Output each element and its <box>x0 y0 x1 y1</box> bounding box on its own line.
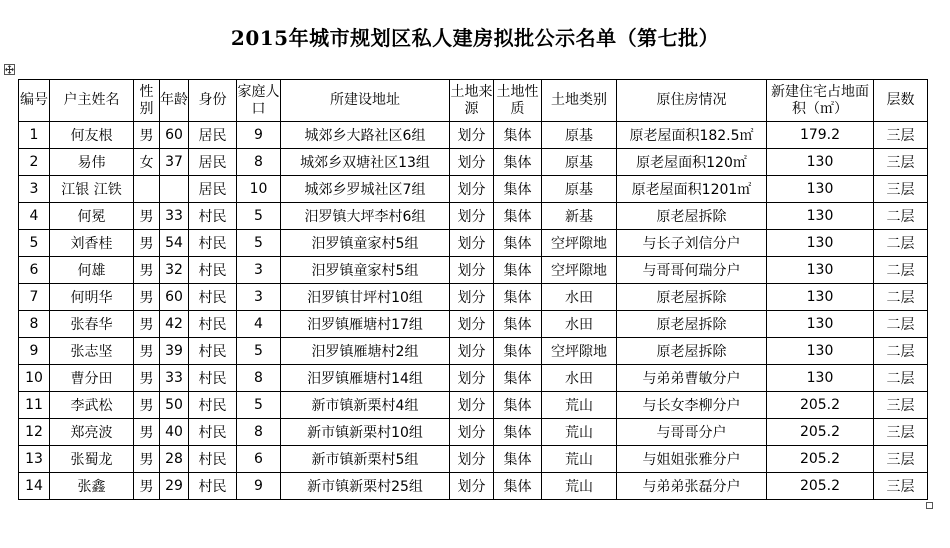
table-cell: 划分 <box>450 311 494 338</box>
table-cell: 三层 <box>874 473 928 500</box>
table-cell: 村民 <box>189 284 237 311</box>
table-cell: 村民 <box>189 230 237 257</box>
table-cell: 男 <box>134 365 160 392</box>
column-header: 土地类别 <box>542 80 617 122</box>
table-cell: 何冕 <box>50 203 134 230</box>
table-cell: 划分 <box>450 122 494 149</box>
table-cell: 划分 <box>450 284 494 311</box>
table-cell: 集体 <box>494 176 542 203</box>
table-cell: 男 <box>134 473 160 500</box>
table-cell: 二层 <box>874 284 928 311</box>
table-cell: 130 <box>767 311 874 338</box>
table-cell: 5 <box>237 203 281 230</box>
column-header: 编号 <box>19 80 50 122</box>
table-cell: 二层 <box>874 365 928 392</box>
table-cell: 集体 <box>494 122 542 149</box>
table-cell: 130 <box>767 284 874 311</box>
column-header: 所建设地址 <box>281 80 450 122</box>
table-cell: 原老屋拆除 <box>617 203 767 230</box>
table-cell: 原老屋拆除 <box>617 338 767 365</box>
table-cell: 新市镇新栗村10组 <box>281 419 450 446</box>
table-cell: 城郊乡大路社区6组 <box>281 122 450 149</box>
table-row <box>19 257 928 284</box>
table-cell: 14 <box>19 473 50 500</box>
table-row <box>19 284 928 311</box>
table-cell: 9 <box>19 338 50 365</box>
column-header: 年龄 <box>160 80 189 122</box>
table-cell: 划分 <box>450 149 494 176</box>
table-cell: 居民 <box>189 176 237 203</box>
table-cell: 汨罗镇甘坪村10组 <box>281 284 450 311</box>
table-cell: 张志坚 <box>50 338 134 365</box>
table-cell: 9 <box>237 122 281 149</box>
table-cell: 4 <box>19 203 50 230</box>
table-row <box>19 203 928 230</box>
table-cell: 10 <box>237 176 281 203</box>
column-header: 层数 <box>874 80 928 122</box>
table-cell: 江银 江铁 <box>50 176 134 203</box>
table-cell: 划分 <box>450 365 494 392</box>
table-cell: 原老屋拆除 <box>617 311 767 338</box>
table-cell: 与哥哥何瑞分户 <box>617 257 767 284</box>
table-cell: 集体 <box>494 203 542 230</box>
table-cell: 水田 <box>542 311 617 338</box>
table-cell: 划分 <box>450 257 494 284</box>
table-cell: 汨罗镇童家村5组 <box>281 230 450 257</box>
table-cell: 3 <box>19 176 50 203</box>
table-resize-handle-icon[interactable] <box>926 502 933 509</box>
table-cell: 新市镇新栗村4组 <box>281 392 450 419</box>
table-cell: 男 <box>134 446 160 473</box>
table-cell: 张春华 <box>50 311 134 338</box>
table-cell: 男 <box>134 311 160 338</box>
table-cell: 集体 <box>494 311 542 338</box>
table-cell: 2 <box>19 149 50 176</box>
table-cell: 何雄 <box>50 257 134 284</box>
table-cell: 村民 <box>189 446 237 473</box>
table-cell: 原基 <box>542 122 617 149</box>
table-cell: 居民 <box>189 149 237 176</box>
table-cell: 刘香桂 <box>50 230 134 257</box>
table-cell: 130 <box>767 338 874 365</box>
table-cell: 划分 <box>450 203 494 230</box>
table-cell: 集体 <box>494 419 542 446</box>
approval-table <box>18 79 928 500</box>
table-cell: 三层 <box>874 419 928 446</box>
table-cell: 划分 <box>450 446 494 473</box>
table-cell: 205.2 <box>767 392 874 419</box>
table-cell: 54 <box>160 230 189 257</box>
table-cell: 3 <box>237 257 281 284</box>
table-cell: 城郊乡罗城社区7组 <box>281 176 450 203</box>
column-header: 家庭人口 <box>237 80 281 122</box>
table-cell: 42 <box>160 311 189 338</box>
table-cell: 二层 <box>874 311 928 338</box>
table-cell: 6 <box>237 446 281 473</box>
table-cell: 12 <box>19 419 50 446</box>
table-cell: 空坪隙地 <box>542 230 617 257</box>
table-cell: 划分 <box>450 176 494 203</box>
table-move-handle-icon[interactable] <box>4 64 15 75</box>
table-cell: 张鑫 <box>50 473 134 500</box>
table-cell: 划分 <box>450 473 494 500</box>
table-cell: 男 <box>134 257 160 284</box>
table-cell: 205.2 <box>767 473 874 500</box>
table-cell: 与长子刘信分户 <box>617 230 767 257</box>
table-cell: 三层 <box>874 392 928 419</box>
table-row <box>19 365 928 392</box>
table-cell: 130 <box>767 230 874 257</box>
table-cell: 水田 <box>542 284 617 311</box>
table-cell: 荒山 <box>542 473 617 500</box>
table-cell: 原基 <box>542 149 617 176</box>
table-cell: 与姐姐张雅分户 <box>617 446 767 473</box>
table-cell: 179.2 <box>767 122 874 149</box>
table-cell: 60 <box>160 284 189 311</box>
table-cell: 李武松 <box>50 392 134 419</box>
table-cell: 10 <box>19 365 50 392</box>
table-header-row <box>19 80 928 122</box>
table-row <box>19 392 928 419</box>
table-row <box>19 122 928 149</box>
column-header: 户主姓名 <box>50 80 134 122</box>
table-cell: 集体 <box>494 473 542 500</box>
table-cell: 8 <box>237 419 281 446</box>
table-cell: 与弟弟曹敏分户 <box>617 365 767 392</box>
table-cell: 何明华 <box>50 284 134 311</box>
table-cell: 130 <box>767 365 874 392</box>
table-cell: 集体 <box>494 257 542 284</box>
table-cell: 男 <box>134 338 160 365</box>
table-cell: 居民 <box>189 122 237 149</box>
table-cell: 5 <box>237 392 281 419</box>
table-cell: 何友根 <box>50 122 134 149</box>
table-cell: 8 <box>19 311 50 338</box>
table-cell: 130 <box>767 203 874 230</box>
table-cell: 集体 <box>494 230 542 257</box>
table-cell: 集体 <box>494 365 542 392</box>
table-cell: 村民 <box>189 338 237 365</box>
table-cell: 6 <box>19 257 50 284</box>
table-cell: 原老屋拆除 <box>617 284 767 311</box>
table-cell: 50 <box>160 392 189 419</box>
page-title: 2015年城市规划区私人建房拟批公示名单（第七批） <box>230 26 720 50</box>
table-cell: 郑亮波 <box>50 419 134 446</box>
table-cell: 二层 <box>874 230 928 257</box>
table-cell: 205.2 <box>767 446 874 473</box>
table-cell: 5 <box>19 230 50 257</box>
table-cell: 130 <box>767 257 874 284</box>
table-cell: 女 <box>134 149 160 176</box>
table-cell: 二层 <box>874 338 928 365</box>
table-cell: 易伟 <box>50 149 134 176</box>
table-cell: 集体 <box>494 284 542 311</box>
table-cell: 9 <box>237 473 281 500</box>
table-cell: 集体 <box>494 446 542 473</box>
table-cell: 60 <box>160 122 189 149</box>
table-cell: 城郊乡双塘社区13组 <box>281 149 450 176</box>
table-cell: 空坪隙地 <box>542 338 617 365</box>
table-cell: 村民 <box>189 365 237 392</box>
table-cell: 与长女李柳分户 <box>617 392 767 419</box>
table-cell: 二层 <box>874 257 928 284</box>
column-header: 新建住宅占地面积（㎡） <box>767 80 874 122</box>
table-row <box>19 446 928 473</box>
table-cell: 村民 <box>189 257 237 284</box>
table-cell: 三层 <box>874 149 928 176</box>
table-cell: 张蜀龙 <box>50 446 134 473</box>
table-cell: 新市镇新栗村5组 <box>281 446 450 473</box>
table-cell: 3 <box>237 284 281 311</box>
table-cell: 8 <box>237 149 281 176</box>
table-cell: 37 <box>160 149 189 176</box>
table-cell: 男 <box>134 230 160 257</box>
table-cell: 29 <box>160 473 189 500</box>
table-cell: 33 <box>160 203 189 230</box>
table-cell: 汨罗镇雁塘村17组 <box>281 311 450 338</box>
table-cell: 荒山 <box>542 392 617 419</box>
table-cell: 汨罗镇雁塘村14组 <box>281 365 450 392</box>
table-cell: 原老屋面积120㎡ <box>617 149 767 176</box>
table-cell: 130 <box>767 149 874 176</box>
table-cell: 水田 <box>542 365 617 392</box>
table-cell: 荒山 <box>542 446 617 473</box>
table-cell: 曹分田 <box>50 365 134 392</box>
table-cell: 村民 <box>189 392 237 419</box>
column-header: 身份 <box>189 80 237 122</box>
table-cell: 荒山 <box>542 419 617 446</box>
table-cell: 新市镇新栗村25组 <box>281 473 450 500</box>
table-cell: 原老屋面积182.5㎡ <box>617 122 767 149</box>
table-cell: 村民 <box>189 203 237 230</box>
table-cell: 7 <box>19 284 50 311</box>
table-cell: 28 <box>160 446 189 473</box>
table-cell: 原老屋面积1201㎡ <box>617 176 767 203</box>
table-cell: 新基 <box>542 203 617 230</box>
column-header: 土地性质 <box>494 80 542 122</box>
table-cell: 三层 <box>874 446 928 473</box>
table-cell: 13 <box>19 446 50 473</box>
table-cell: 40 <box>160 419 189 446</box>
table-cell: 8 <box>237 365 281 392</box>
table-cell: 男 <box>134 203 160 230</box>
table-cell: 汨罗镇童家村5组 <box>281 257 450 284</box>
table-cell: 空坪隙地 <box>542 257 617 284</box>
table-cell: 130 <box>767 176 874 203</box>
table-cell <box>160 176 189 203</box>
table-cell: 5 <box>237 230 281 257</box>
table-cell: 汨罗镇雁塘村2组 <box>281 338 450 365</box>
table-row <box>19 419 928 446</box>
table-cell: 39 <box>160 338 189 365</box>
table-cell: 集体 <box>494 338 542 365</box>
table-cell: 集体 <box>494 392 542 419</box>
table-cell: 11 <box>19 392 50 419</box>
table-row <box>19 149 928 176</box>
table-cell: 32 <box>160 257 189 284</box>
table-cell: 汨罗镇大坪李村6组 <box>281 203 450 230</box>
table-cell: 三层 <box>874 122 928 149</box>
table-cell: 划分 <box>450 419 494 446</box>
table-cell: 1 <box>19 122 50 149</box>
column-header: 原住房情况 <box>617 80 767 122</box>
table-cell: 划分 <box>450 392 494 419</box>
table-cell: 二层 <box>874 203 928 230</box>
table-cell: 划分 <box>450 338 494 365</box>
table-cell: 集体 <box>494 149 542 176</box>
table-cell: 男 <box>134 122 160 149</box>
table-cell: 5 <box>237 338 281 365</box>
table-cell: 与弟弟张磊分户 <box>617 473 767 500</box>
table-cell: 男 <box>134 419 160 446</box>
table-row <box>19 176 928 203</box>
column-header: 性别 <box>134 80 160 122</box>
table-cell: 村民 <box>189 311 237 338</box>
table-cell: 与哥哥分户 <box>617 419 767 446</box>
table-cell <box>134 176 160 203</box>
table-cell: 男 <box>134 284 160 311</box>
table-cell: 划分 <box>450 230 494 257</box>
table-cell: 205.2 <box>767 419 874 446</box>
table-row <box>19 311 928 338</box>
table-cell: 村民 <box>189 419 237 446</box>
table-cell: 村民 <box>189 473 237 500</box>
table-row <box>19 230 928 257</box>
table-row <box>19 338 928 365</box>
table-cell: 4 <box>237 311 281 338</box>
table-cell: 33 <box>160 365 189 392</box>
table-cell: 男 <box>134 392 160 419</box>
table-cell: 原基 <box>542 176 617 203</box>
column-header: 土地来源 <box>450 80 494 122</box>
table-cell: 三层 <box>874 176 928 203</box>
table-row <box>19 473 928 500</box>
